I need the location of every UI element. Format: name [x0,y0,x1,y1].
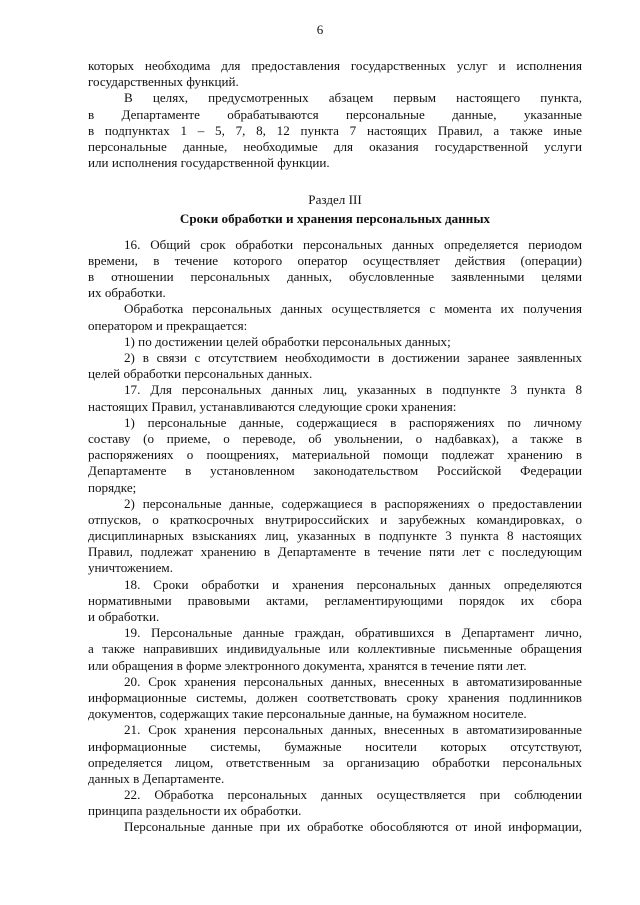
text-line: в Департаменте обрабатываются персональные данные, указанные [88,106,582,122]
text-line: 2) в связи с отсутствием необходимости в достижении заранее заявленных [124,350,582,365]
text-line: дисциплинарных взысканиях лиц, указанных в подпункте 3 пункта 8 настоящих [88,528,582,544]
text-line: или исполнения государственной функции. [88,155,330,171]
text-line: уничтожением. [88,560,173,576]
text-line: распоряжениях о поощрениях, материальной помощи подлежат хранению в [88,447,582,463]
text-line: определяется лицом, ответственным за организацию обработки персональных [88,754,582,770]
text-line: принципа раздельности их обработки. [88,803,302,819]
text-line: времени, в течение которого оператор осуществляет действия (операции) [88,252,582,268]
text-line: или обращения в форме электронного документа, хранятся в течение пяти лет. [88,657,527,673]
text-line: в подпунктах 1 – 5, 7, 8, 12 пункта 7 настоящих Правил, а также иные [88,122,582,138]
text-line: Департаменте в установленном законодательством Российской Федерации [88,463,582,479]
text-line: их обработки. [88,285,166,301]
text-line: 2) персональные данные, содержащиеся в распоряжениях о предоставлении [124,495,582,511]
text-line: которых необходима для предоставления государственных услуг и исполнения [88,58,582,73]
text-line: государственных функций. [88,74,239,90]
paragraph-19 [88,625,582,674]
text-line: Персональные данные при их обработке обособляются от иной информации, [124,819,582,835]
text-line: данных в Департаменте. [88,770,225,786]
paragraph-18 [88,577,582,626]
text-line: составу (о приеме, о переводе, об увольнении, о надбавках), а также в [88,430,582,446]
paragraph-16-item-2 [88,350,582,382]
paragraph-17-item-2 [88,496,582,577]
text-line: персональные данные, необходимые для оказания государственной услуги [88,138,582,154]
paragraph-continuation [88,58,582,90]
text-line: и обработки. [88,609,160,624]
paragraph-16-processing [88,301,582,333]
text-line: 1) персональные данные, содержащиеся в распоряжениях по личному [124,414,582,430]
text-line: информационные системы, бумажные носители которых отсутствуют, [88,738,582,754]
text-line: 16. Общий срок обработки персональных данных определяется периодом [124,236,582,252]
paragraph-purposes [88,90,582,171]
paragraph-21 [88,722,582,787]
text-line: целей обработки персональных данных. [88,366,313,382]
text-line: В целях, предусмотренных абзацем первым настоящего пункта, [124,90,582,106]
paragraph-17 [88,382,582,414]
paragraph-16 [88,237,582,302]
text-line: 20. Срок хранения персональных данных, внесенных в автоматизированные [124,673,582,689]
text-line: 18. Сроки обработки и хранения персональных данных определяются [124,576,582,592]
text-line: настоящих Правил, устанавливаются следующие сроки хранения: [88,398,457,414]
text-line: отпусков, о краткосрочных внутрироссийских и зарубежных командировках, о [88,511,582,527]
text-line: оператором и прекращается: [88,317,248,333]
section-title: Сроки обработки и хранения персональных данных [179,210,491,226]
document-body [88,58,582,836]
text-line: а также направивших индивидуальные или коллективные письменные обращения [88,641,582,657]
text-line: Обработка персональных данных осуществляется с момента их получения [124,301,582,317]
paragraph-20 [88,674,582,723]
text-line: порядке; [88,479,137,495]
text-line: 19. Персональные данные граждан, обратившихся в Департамент лично, [124,625,582,641]
text-line: документов, содержащих такие персональные данные, на бумажном носителе. [88,706,527,722]
page-number: 6 [316,22,324,37]
paragraph-22 [88,787,582,819]
paragraph-16-item-1 [88,334,582,350]
text-line: в отношении персональных данных, обусловленные заявленными целями [88,269,582,285]
section-label: Раздел III [308,192,362,208]
text-line: 22. Обработка персональных данных осуществляется при соблюдении [124,787,582,803]
text-line: Правил, подлежат хранению в Департаменте в течение пяти лет с последующим [88,544,582,560]
text-line: нормативными правовыми актами, регламентирующими порядок их сбора [88,592,582,608]
text-line: 1) по достижении целей обработки персональных данных; [124,333,451,349]
text-line: информационные системы, должен соответствовать сроку хранения подлинников [88,689,582,705]
paragraph-22-separation [88,819,582,835]
text-line: 21. Срок хранения персональных данных, внесенных в автоматизированные [124,722,582,738]
paragraph-17-item-1 [88,415,582,496]
text-line: 17. Для персональных данных лиц, указанных в подпункте 3 пункта 8 [124,382,582,398]
